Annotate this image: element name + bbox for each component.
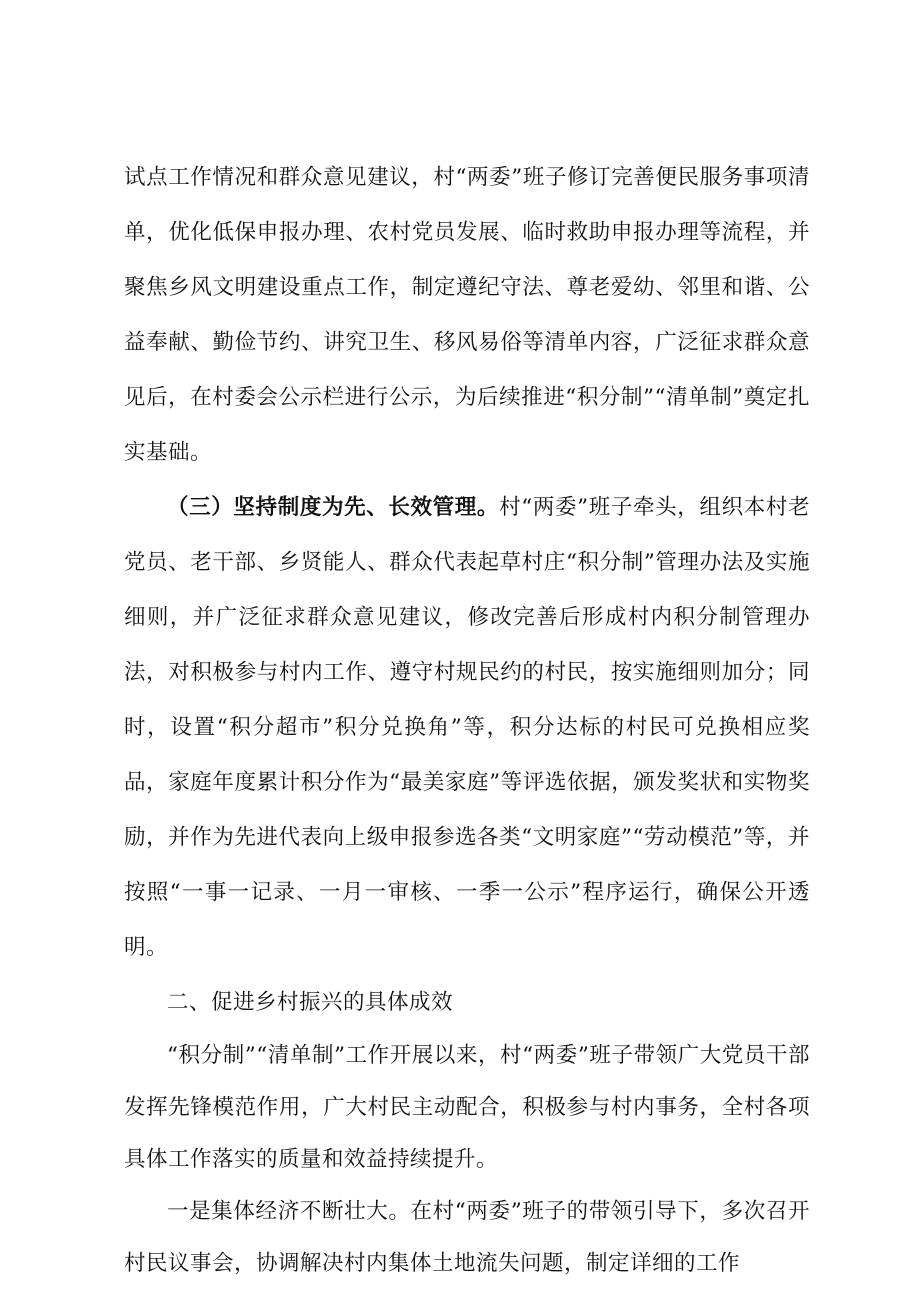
paragraph-three-body: 村“两委”班子牵头，组织本村老党员、老干部、乡贤能人、群众代表起草村庄“积分制”管理办法及实施细则，并广泛征求群众意见建议，修改完善后形成村内积分制管理办法，对积极参与村内工作、遵守村规民约的村民，按实施细则加分；同时，设置“积分超市”积分兑换角”等，积分达标的村民可兑换相应奖品，家庭年度累计积分作为“最美家庭”等评选依据，颁发奖状和实物奖励，并作为先进代表向上级申报参选各类“文明家庭”“劳动模范”等，并按照“一事一记录、一月一审核、一季一公示”程序运行，确保公开透明。	[124, 495, 810, 960]
paragraph-three-lead: （三）坚持制度为先、长效管理。	[167, 495, 500, 520]
section-two-point-one: 一是集体经济不断壮大。在村“两委”班子的带领引导下，多次召开村民议事会，协调解决村内集体土地流失问题，制定详细的工作	[124, 1199, 810, 1276]
section-two-heading: 二、促进乡村振兴的具体成效	[167, 990, 454, 1015]
section-two-intro: “积分制”“清单制”工作开展以来，村“两委”班子带领广大党员干部发挥先锋模范作用，广大村民主动配合，积极参与村内事务，全村各项具体工作落实的质量和效益持续提升。	[124, 1043, 810, 1172]
paragraph-three	[124, 480, 810, 975]
document-page	[124, 150, 810, 1290]
paragraph-continuation: 试点工作情况和群众意见建议，村“两委”班子修订完善便民服务事项清单，优化低保申报办理、农村党员发展、临时救助申报办理等流程，并聚焦乡风文明建设重点工作，制定遵纪守法、尊老爱幼、邻里和谐、公益奉献、勤俭节约、讲究卫生、移风易俗等清单内容，广泛征求群众意见后，在村委会公示栏进行公示，为后续推进“积分制”“清单制”奠定扎实基础。	[124, 165, 810, 465]
